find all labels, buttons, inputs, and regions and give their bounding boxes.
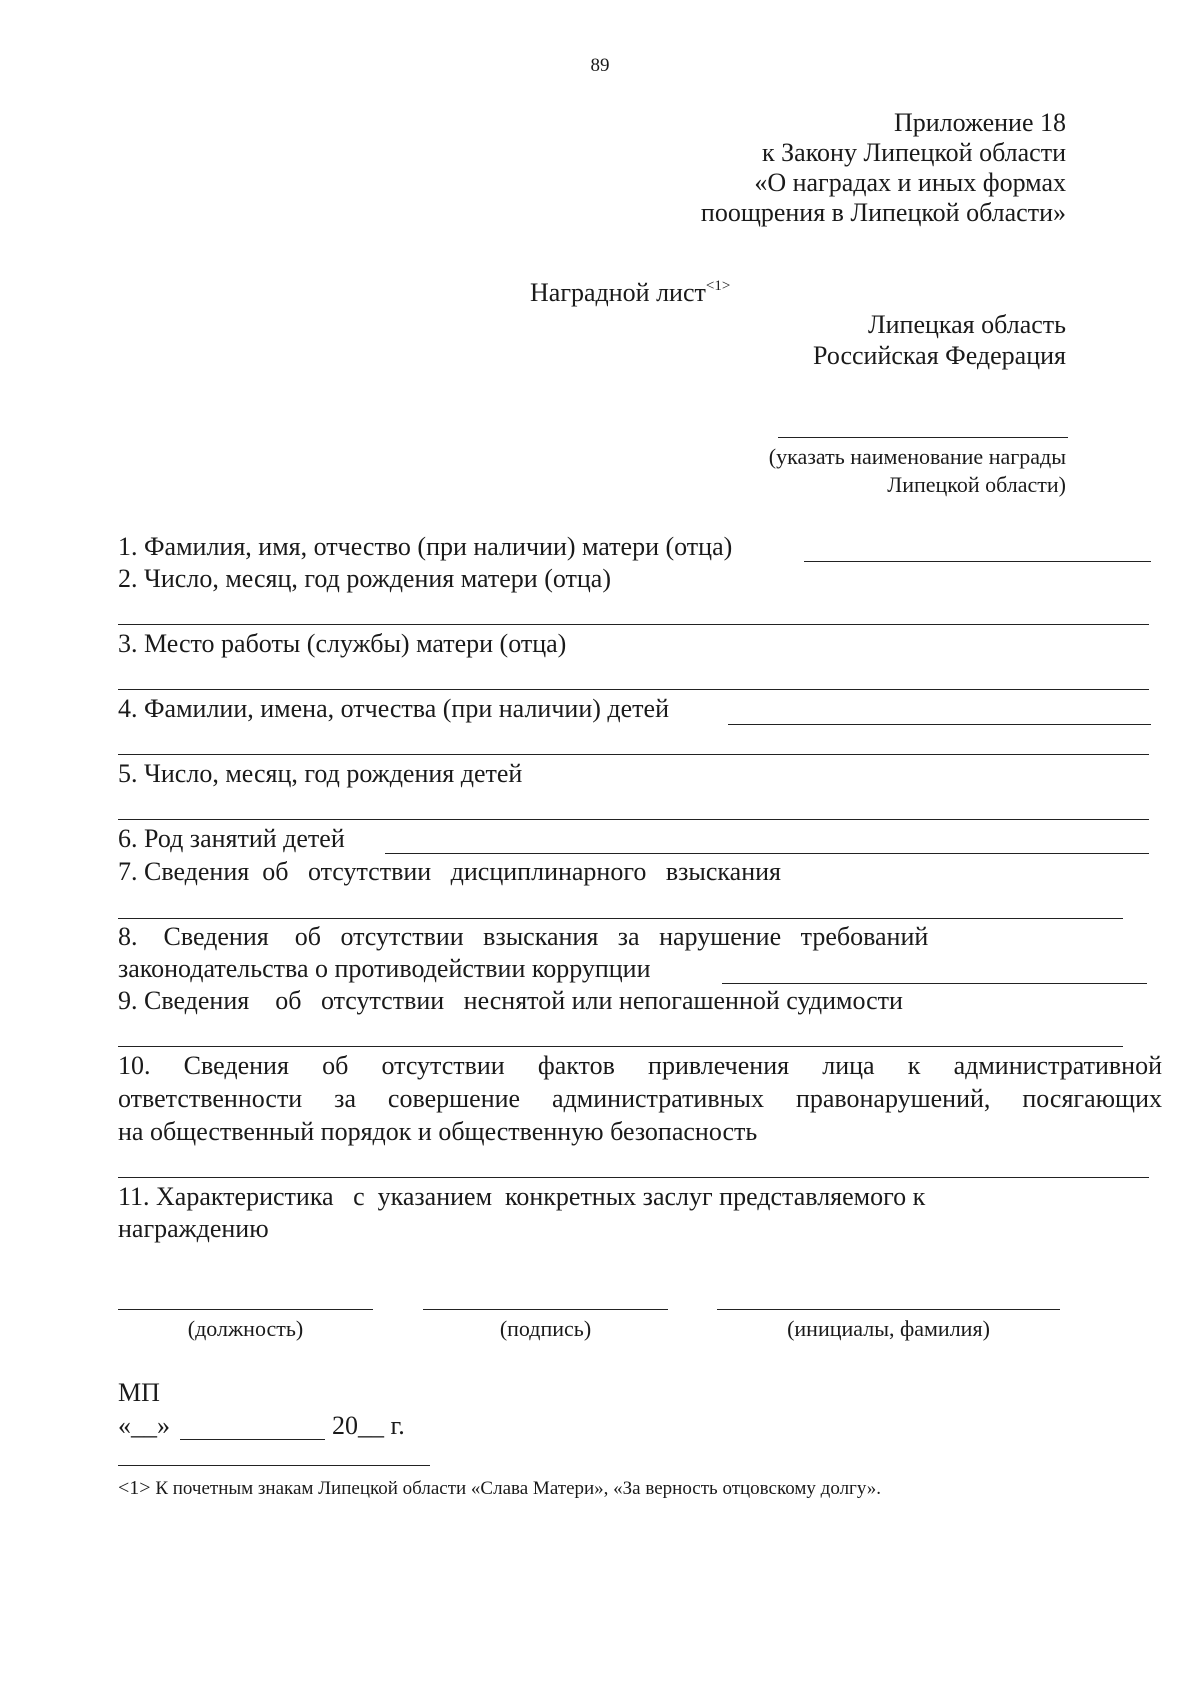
name-caption: (инициалы, фамилия) (787, 1316, 990, 1341)
date-year-blank[interactable]: __ (358, 1411, 384, 1440)
item-2-label: 2. Число, месяц, год рождения матери (отца) (118, 564, 611, 593)
title-text: Наградной лист (530, 278, 706, 307)
appendix-line-2: к Закону Липецкой области (762, 138, 1066, 167)
date-day-blank[interactable]: __ (131, 1411, 157, 1440)
item-10-label-line-2: ответственности за совершение административных правонарушений, посягающих (118, 1084, 1162, 1113)
footnote-mark: <1> (118, 1477, 151, 1499)
item-3-label: 3. Место работы (службы) матери (отца) (118, 629, 567, 658)
name-blank[interactable] (717, 1309, 1060, 1310)
award-caption-line-1: (указать наименование награды (768, 444, 1066, 469)
item-4-blank-2[interactable] (118, 754, 1149, 755)
item-3-blank[interactable] (118, 689, 1149, 690)
item-6-label: 6. Род занятий детей (118, 824, 345, 853)
footnote-separator (118, 1465, 430, 1466)
item-8-label-line-2: законодательства о противодействии коррупции (118, 954, 651, 983)
item-10-label-line-1: 10. Сведения об отсутствии фактов привлечения лица к административной (118, 1051, 1162, 1080)
title-footnote-mark: <1> (705, 278, 731, 294)
item-6-blank[interactable] (385, 853, 1149, 854)
item-1-blank[interactable] (804, 561, 1151, 562)
item-4-label: 4. Фамилии, имена, отчества (при наличии) детей (118, 694, 669, 723)
item-1-label: 1. Фамилия, имя, отчество (при наличии) матери (отца) (118, 532, 733, 561)
stamp-label: МП (118, 1378, 160, 1407)
signature-caption: (подпись) (499, 1316, 592, 1341)
date-year-suffix: г. (390, 1411, 405, 1440)
position-blank[interactable] (118, 1309, 373, 1310)
date-open-quote: « (118, 1411, 131, 1440)
item-2-blank[interactable] (118, 624, 1149, 625)
item-8-label-line-1: 8. Сведения об отсутствии взыскания за нарушение требований (118, 922, 929, 951)
item-9-blank[interactable] (118, 1046, 1123, 1047)
position-caption: (должность) (187, 1316, 304, 1341)
item-11-label-line-1: 11. Характеристика с указанием конкретных заслуг представляемого к (118, 1182, 926, 1211)
item-11-label-line-2: награждению (118, 1214, 269, 1243)
appendix-line-4: поощрения в Липецкой области» (700, 198, 1066, 227)
item-10-label-line-3: на общественный порядок и общественную безопасность (118, 1117, 758, 1146)
date-year (332, 1411, 405, 1441)
signature-blank[interactable] (423, 1309, 668, 1310)
item-5-blank[interactable] (118, 819, 1149, 820)
item-10-blank[interactable] (118, 1177, 1149, 1178)
item-7-label: 7. Сведения об отсутствии дисциплинарного взыскания (118, 857, 781, 886)
page-number: 89 (590, 55, 610, 76)
region-line-1: Липецкая область (867, 310, 1066, 339)
item-8-blank[interactable] (722, 983, 1147, 984)
appendix-line-3: «О наградах и иных формах (754, 168, 1066, 197)
item-9-label: 9. Сведения об отсутствии неснятой или непогашенной судимости (118, 986, 903, 1015)
date-year-prefix: 20 (332, 1411, 358, 1440)
item-4-blank-1[interactable] (728, 724, 1151, 725)
award-name-blank[interactable] (778, 437, 1068, 438)
region-line-2: Российская Федерация (813, 341, 1066, 370)
footnote (118, 1477, 881, 1500)
footnote-text: К почетным знакам Липецкой области «Слава Матери», «За верность отцовскому долгу». (150, 1478, 882, 1499)
date-line (118, 1411, 170, 1441)
date-month-blank[interactable] (180, 1439, 325, 1440)
item-5-label: 5. Число, месяц, год рождения детей (118, 759, 523, 788)
appendix-line-1: Приложение 18 (893, 108, 1066, 137)
award-caption-line-2: Липецкой области) (887, 472, 1066, 497)
item-7-blank[interactable] (118, 918, 1123, 919)
document-title (530, 278, 730, 308)
date-close-quote: » (157, 1411, 170, 1440)
